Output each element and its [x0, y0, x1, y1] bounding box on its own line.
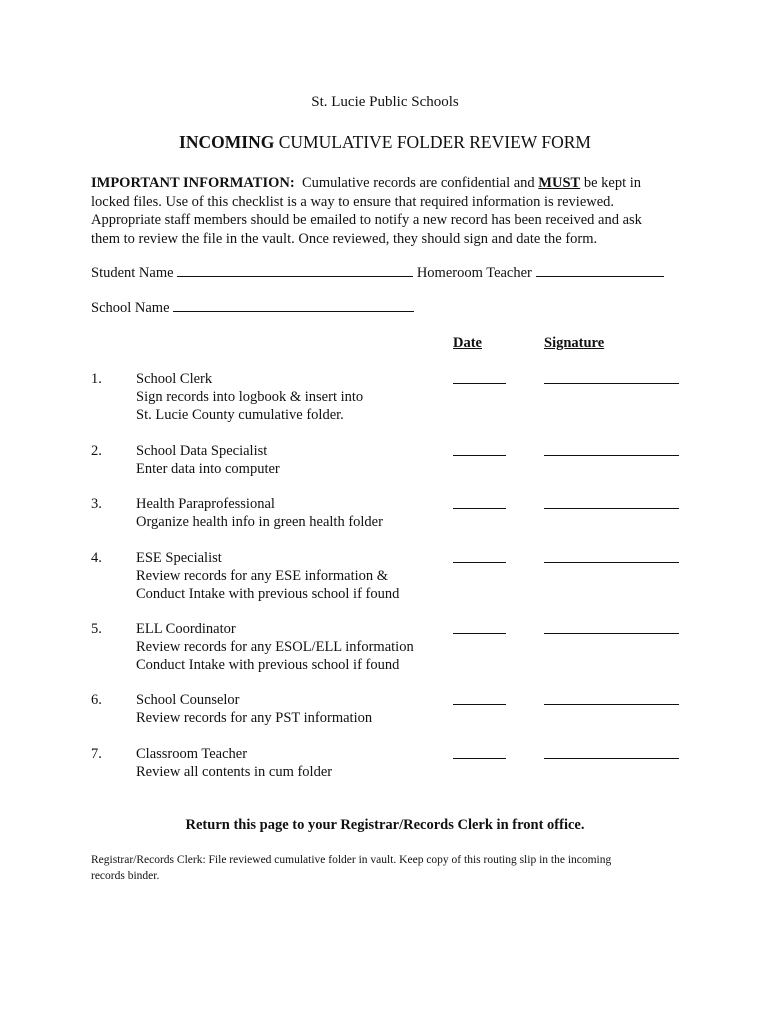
signature-blank[interactable]	[544, 758, 679, 759]
item-number: 1.	[91, 371, 102, 387]
date-blank[interactable]	[453, 758, 506, 759]
form-title-bold: INCOMING	[179, 132, 275, 152]
item-description	[136, 620, 414, 674]
item-task-line: Review records for any ESE information &	[136, 568, 389, 584]
info-line-4: them to review the file in the vault. Once reviewed, they should sign and date the form.	[91, 230, 598, 247]
item-description	[136, 495, 383, 531]
signature-blank[interactable]	[544, 633, 679, 634]
school-name-blank[interactable]	[173, 299, 414, 312]
student-name-blank[interactable]	[177, 264, 413, 277]
item-number: 3.	[91, 496, 102, 512]
date-column-header: Date	[453, 335, 482, 351]
date-blank[interactable]	[453, 455, 506, 456]
student-name-label: Student Name	[91, 265, 174, 281]
info-line-1a: Cumulative records are confidential and	[294, 175, 539, 191]
item-task-line: Review records for any ESOL/ELL information	[136, 639, 414, 655]
student-name-row	[91, 264, 664, 282]
form-title	[0, 132, 770, 153]
signature-column-header: Signature	[544, 335, 605, 351]
item-task-line: Review all contents in cum folder	[136, 764, 333, 780]
info-must: MUST	[538, 175, 581, 191]
school-name-row	[91, 299, 414, 317]
item-description	[136, 442, 280, 478]
item-role: ELL Coordinator	[136, 621, 236, 637]
date-blank[interactable]	[453, 383, 506, 384]
item-number: 6.	[91, 692, 102, 708]
item-task-line: St. Lucie County cumulative folder.	[136, 407, 344, 423]
date-blank[interactable]	[453, 508, 506, 509]
item-role: School Counselor	[136, 692, 240, 708]
item-task-line: Conduct Intake with previous school if found	[136, 657, 400, 673]
info-line-3: Appropriate staff members should be emailed to notify a new record has been received and ask	[91, 212, 642, 228]
school-name-label: School Name	[91, 300, 170, 316]
item-description	[136, 691, 372, 727]
info-line-1b: be kept in	[580, 175, 642, 191]
info-line-2: locked files. Use of this checklist is a way to ensure that required information is reviewed.	[91, 193, 615, 210]
signature-blank[interactable]	[544, 455, 679, 456]
item-task-line: Review records for any PST information	[136, 710, 373, 726]
item-role: Classroom Teacher	[136, 746, 248, 762]
item-task-line: Conduct Intake with previous school if found	[136, 586, 400, 602]
signature-blank[interactable]	[544, 383, 679, 384]
item-description	[136, 745, 332, 781]
item-number: 7.	[91, 746, 102, 762]
registrar-note	[91, 852, 681, 884]
date-blank[interactable]	[453, 562, 506, 563]
date-blank[interactable]	[453, 633, 506, 634]
item-role: Health Paraprofessional	[136, 496, 275, 512]
registrar-note-line-1: Registrar/Records Clerk: File reviewed cumulative folder in vault. Keep copy of this routing slip in the incoming	[91, 854, 612, 866]
date-blank[interactable]	[453, 704, 506, 705]
item-task-line: Sign records into logbook & insert into	[136, 389, 364, 405]
item-task-line: Organize health info in green health folder	[136, 514, 383, 530]
item-number: 5.	[91, 621, 102, 637]
homeroom-teacher-label: Homeroom Teacher	[416, 265, 532, 281]
form-title-rest: CUMULATIVE FOLDER REVIEW FORM	[274, 132, 591, 152]
item-description	[136, 549, 399, 603]
important-information	[91, 174, 681, 248]
signature-blank[interactable]	[544, 508, 679, 509]
item-role: ESE Specialist	[136, 550, 222, 566]
item-number: 4.	[91, 550, 102, 566]
item-task-line: Enter data into computer	[136, 461, 280, 477]
homeroom-teacher-blank[interactable]	[536, 264, 664, 277]
info-label: IMPORTANT INFORMATION:	[91, 175, 295, 191]
item-description	[136, 370, 363, 424]
district-name: St. Lucie Public Schools	[311, 94, 459, 110]
registrar-note-line-2: records binder.	[91, 870, 160, 882]
return-instruction: Return this page to your Registrar/Records Clerk in front office.	[185, 817, 585, 833]
info-line-1	[91, 174, 681, 193]
item-role: School Clerk	[136, 371, 213, 387]
item-role: School Data Specialist	[136, 443, 268, 459]
signature-blank[interactable]	[544, 704, 679, 705]
item-number: 2.	[91, 443, 102, 459]
signature-blank[interactable]	[544, 562, 679, 563]
